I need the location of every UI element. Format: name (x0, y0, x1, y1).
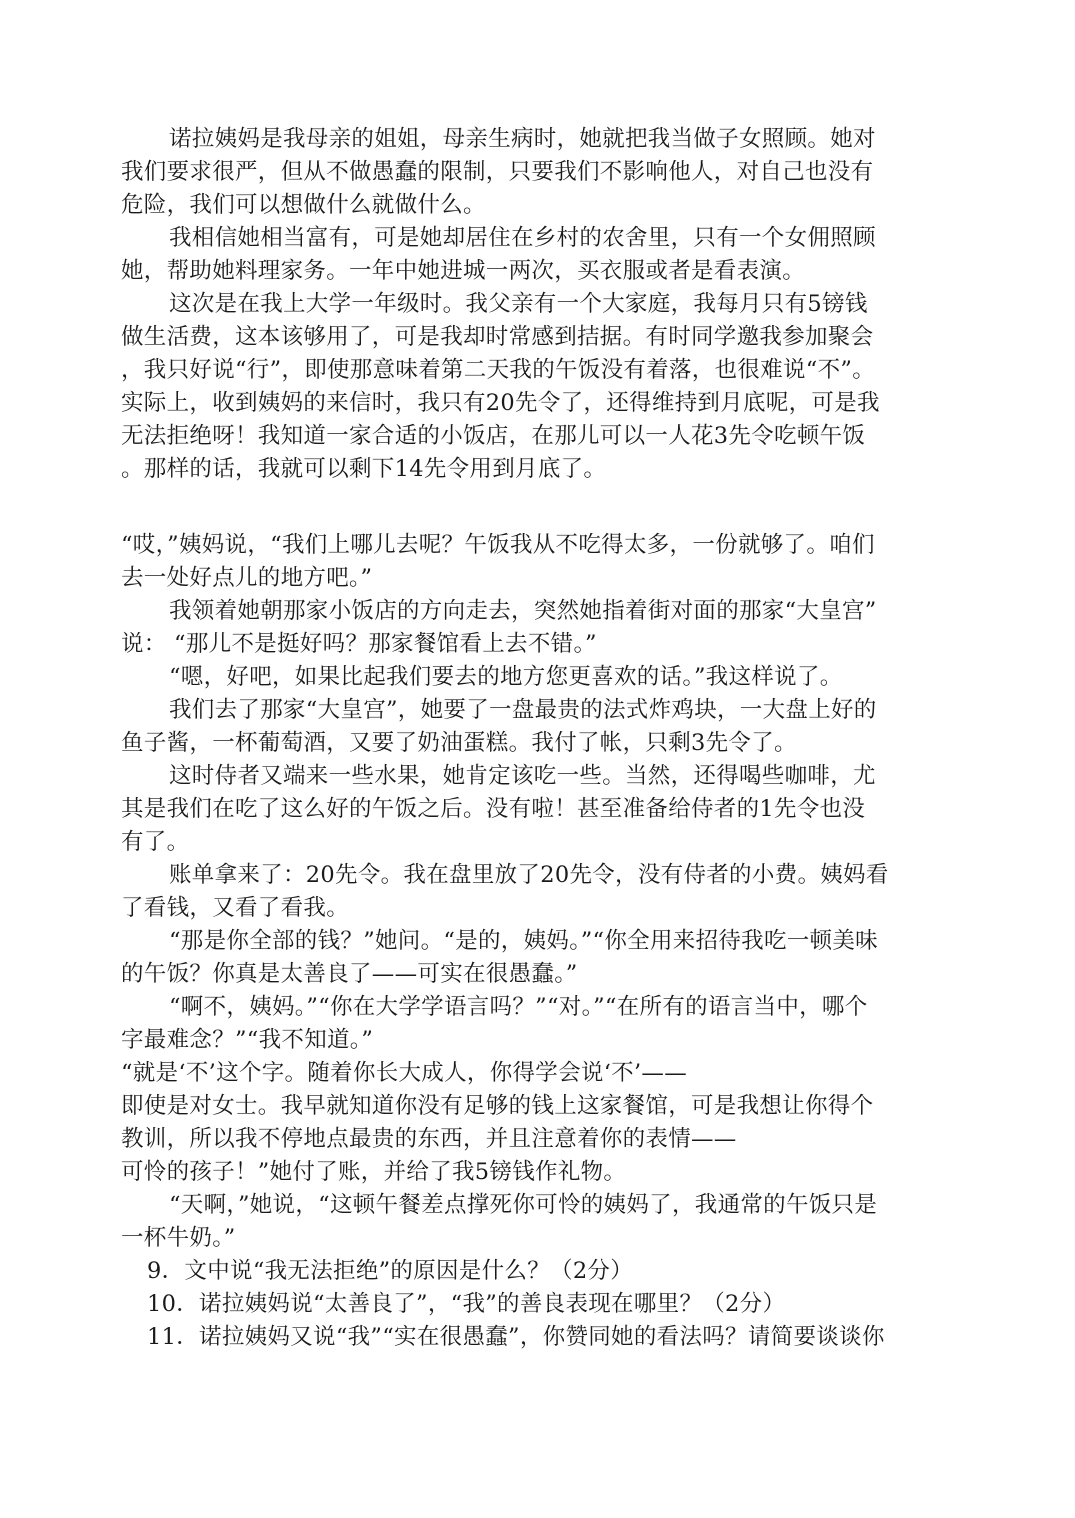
paragraph-line: 我领着她朝那家小饭店的方向走去，突然她指着街对面的那家“大皇宫” (169, 598, 877, 624)
paragraph-line: 我相信她相当富有，可是她却居住在乡村的农舍里，只有一个女佣照顾 (169, 225, 876, 251)
paragraph-line: 教训，所以我不停地点最贵的东西，并且注意着你的表情—— (121, 1126, 737, 1152)
paragraph-line: 她，帮助她料理家务。一年中她进城一两次，买衣服或者是看表演。 (121, 258, 806, 284)
paragraph-line: 其是我们在吃了这么好的午饭之后。没有啦！甚至准备给侍者的1先令也没 (121, 796, 866, 822)
paragraph-line: 可怜的孩子！”她付了账，并给了我5镑钱作礼物。 (121, 1159, 627, 1185)
paragraph-line: ，我只好说“行”，即使那意味着第二天我的午饭没有着落，也很难说“不”。 (121, 357, 876, 383)
question-11: 11．诺拉姨妈又说“我”“实在很愚蠢”，你赞同她的看法吗？请简要谈谈你 (147, 1324, 885, 1350)
paragraph-line: 做生活费，这本该够用了，可是我却时常感到拮据。有时同学邀我参加聚会 (121, 324, 874, 350)
paragraph-line: 了看钱，又看了看我。 (121, 895, 350, 921)
paragraph-line: “哎，”姨妈说，“我们上哪儿去呢？午饭我从不吃得太多，一份就够了。咱们 (121, 532, 875, 558)
paragraph-line: 危险，我们可以想做什么就做什么。 (121, 192, 486, 218)
paragraph-line: 实际上，收到姨妈的来信时，我只有20先令了，还得维持到月底呢，可是我 (121, 390, 880, 416)
paragraph-line: 去一处好点儿的地方吧。” (121, 565, 373, 591)
paragraph-line: 我们要求很严，但从不做愚蠢的限制，只要我们不影响他人，对自己也没有 (121, 159, 874, 185)
paragraph-line: 的午饭？你真是太善良了——可实在很愚蠢。” (121, 961, 578, 987)
paragraph-line: 鱼子酱，一杯葡萄酒，又要了奶油蛋糕。我付了帐，只剩3先令了。 (121, 730, 797, 756)
paragraph-line: 字最难念？”“我不知道。” (121, 1027, 374, 1053)
document-page (121, 123, 961, 1354)
paragraph-line: 这时侍者又端来一些水果，她肯定该吃一些。当然，还得喝些咖啡，尤 (169, 763, 876, 789)
paragraph-line: “啊不，姨妈。”“你在大学学语言吗？”“对。”“在所有的语言当中，哪个 (169, 994, 868, 1020)
paragraph-line: 说： “那儿不是挺好吗？那家餐馆看上去不错。” (121, 631, 597, 657)
paragraph-line: 诺拉姨妈是我母亲的姐姐，母亲生病时，她就把我当做子女照顾。她对 (169, 126, 876, 152)
paragraph-line: 有了。 (121, 829, 190, 855)
paragraph-line: 这次是在我上大学一年级时。我父亲有一个大家庭，我每月只有5镑钱 (169, 291, 868, 317)
paragraph-line: 一杯牛奶。” (121, 1225, 236, 1251)
paragraph-line: “那是你全部的钱？”她问。“是的，姨妈。”“你全用来招待我吃一顿美味 (169, 928, 878, 954)
paragraph-line: 。那样的话，我就可以剩下14先令用到月底了。 (121, 456, 607, 482)
paragraph-line: 无法拒绝呀！我知道一家合适的小饭店，在那儿可以一人花3先令吃顿午饭 (121, 423, 866, 449)
question-10: 10．诺拉姨妈说“太善良了”，“我”的善良表现在哪里？（2分） (147, 1291, 786, 1317)
paragraph-gap (121, 486, 961, 529)
paragraph-line: 即使是对女士。我早就知道你没有足够的钱上这家餐馆，可是我想让你得个 (121, 1093, 874, 1119)
paragraph-line: “就是‘不’这个字。随着你长大成人，你得学会说‘不’—— (121, 1060, 688, 1086)
question-9: 9．文中说“我无法拒绝”的原因是什么？（2分） (147, 1258, 634, 1284)
paragraph-line: 账单拿来了：20先令。我在盘里放了20先令，没有侍者的小费。姨妈看 (169, 862, 889, 888)
paragraph-line: “天啊，”她说，“这顿午餐差点撑死你可怜的姨妈了，我通常的午饭只是 (169, 1192, 878, 1218)
paragraph-line: 我们去了那家“大皇宫”，她要了一盘最贵的法式炸鸡块，一大盘上好的 (169, 697, 877, 723)
paragraph-line: “嗯，好吧，如果比起我们要去的地方您更喜欢的话。”我这样说了。 (169, 664, 843, 690)
